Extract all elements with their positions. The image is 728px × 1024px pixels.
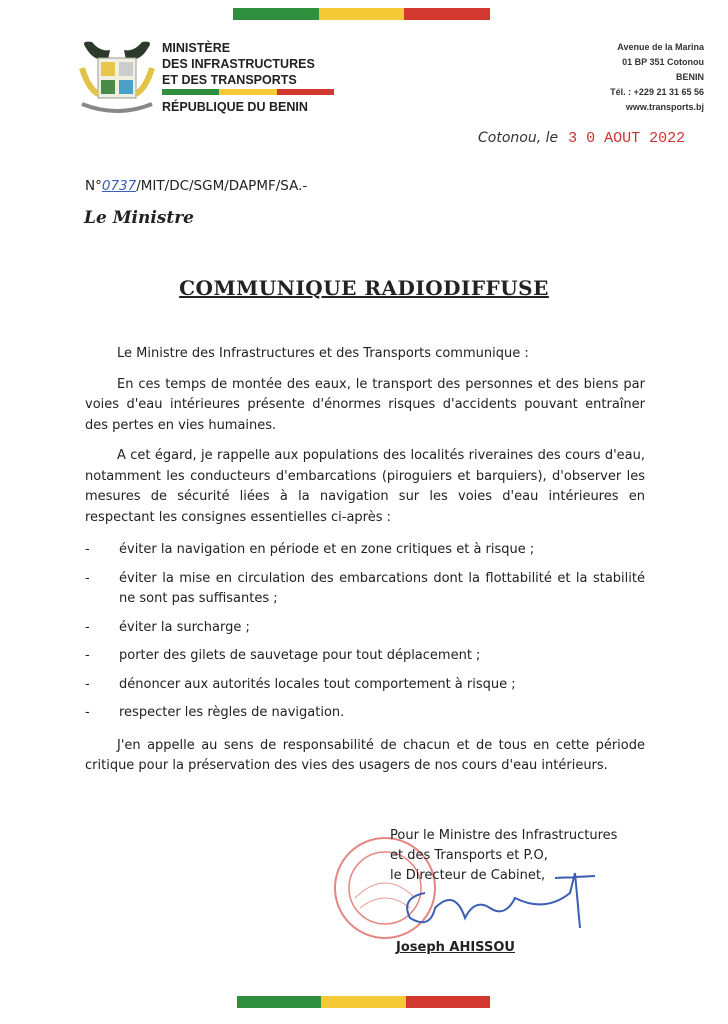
list-item: - porter des gilets de sauvetage pour tout déplacement ; — [85, 648, 481, 663]
ministry-line: MINISTÈRE — [162, 41, 231, 55]
list-item: - éviter la surcharge ; — [85, 619, 250, 635]
signature-line: et des Transports et P.O, — [390, 848, 548, 863]
reference-number — [85, 178, 307, 194]
date-stamp: 3 0 AOUT 2022 — [568, 130, 686, 147]
republic-name: RÉPUBLIQUE DU BENIN — [162, 100, 308, 114]
paragraph: Le Ministre des Infrastructures et des Transports communique : — [117, 346, 529, 361]
date-prefix: Cotonou, le — [478, 130, 559, 146]
phone: Tél. : +229 21 31 65 56 — [610, 87, 704, 97]
ministry-line: DES INFRASTRUCTURES — [162, 57, 315, 71]
list-item: - éviter la navigation en période et en zone critiques et à risque ; — [85, 542, 535, 557]
instructions-list — [85, 540, 645, 724]
closing-paragraph: J'en appelle au sens de responsabilité de chacun et de tous en cette période critique pour la préservation des vies des usagers de nos cours d'eau intérieurs. — [85, 737, 645, 773]
paragraph: En ces temps de montée des eaux, le transport des personnes et des biens par voies d'eau intérieures présente d'énormes risques d'accidents pouvant entraîner des pertes en vies humaines. — [85, 376, 645, 433]
list-item: - éviter la mise en circulation des embarcations dont la flottabilité et la stabilité ne sont pas suffisantes ; — [85, 570, 645, 606]
website: www.transports.bj — [625, 102, 704, 112]
flag-stripe-bottom — [237, 996, 490, 1008]
signature-line: Pour le Ministre des Infrastructures — [390, 828, 618, 843]
address-line: 01 BP 351 Cotonou — [622, 57, 704, 67]
list-item: - respecter les règles de navigation. — [85, 705, 345, 720]
benin-coat-of-arms-logo — [78, 38, 156, 118]
ref-suffix: /MIT/DC/SGM/DAPMF/SA.- — [136, 178, 308, 194]
document-body — [85, 344, 645, 787]
paragraph: A cet égard, je rappelle aux populations des localités riveraines des cours d'eau, notamment les conducteurs d'embarcations (piroguiers et barquiers), d'observer les mesures de sécurité liées à la navigation sur les voies d'eau intérieures en respectant les consignes essentielles ci-après : — [85, 448, 645, 525]
handwritten-signature — [395, 868, 605, 938]
signature-line: le Directeur de Cabinet, — [390, 868, 546, 883]
list-item: - dénoncer aux autorités locales tout comportement à risque ; — [85, 676, 516, 692]
ref-prefix: N° — [85, 178, 102, 194]
ref-number-handwritten: 0737 — [101, 178, 137, 194]
date-line — [478, 130, 685, 147]
address-line: Avenue de la Marina — [617, 42, 704, 52]
address-line: BENIN — [675, 72, 704, 82]
ministry-name — [162, 40, 315, 88]
flag-stripe-top — [233, 8, 490, 20]
sender: Le Ministre — [84, 208, 194, 228]
ministry-line: ET DES TRANSPORTS — [162, 73, 297, 87]
signatory-name: Joseph AHISSOU — [396, 940, 515, 955]
document-title: COMMUNIQUE RADIODIFFUSE — [179, 276, 549, 300]
flag-stripe-header — [162, 89, 334, 95]
address-block — [610, 40, 704, 115]
